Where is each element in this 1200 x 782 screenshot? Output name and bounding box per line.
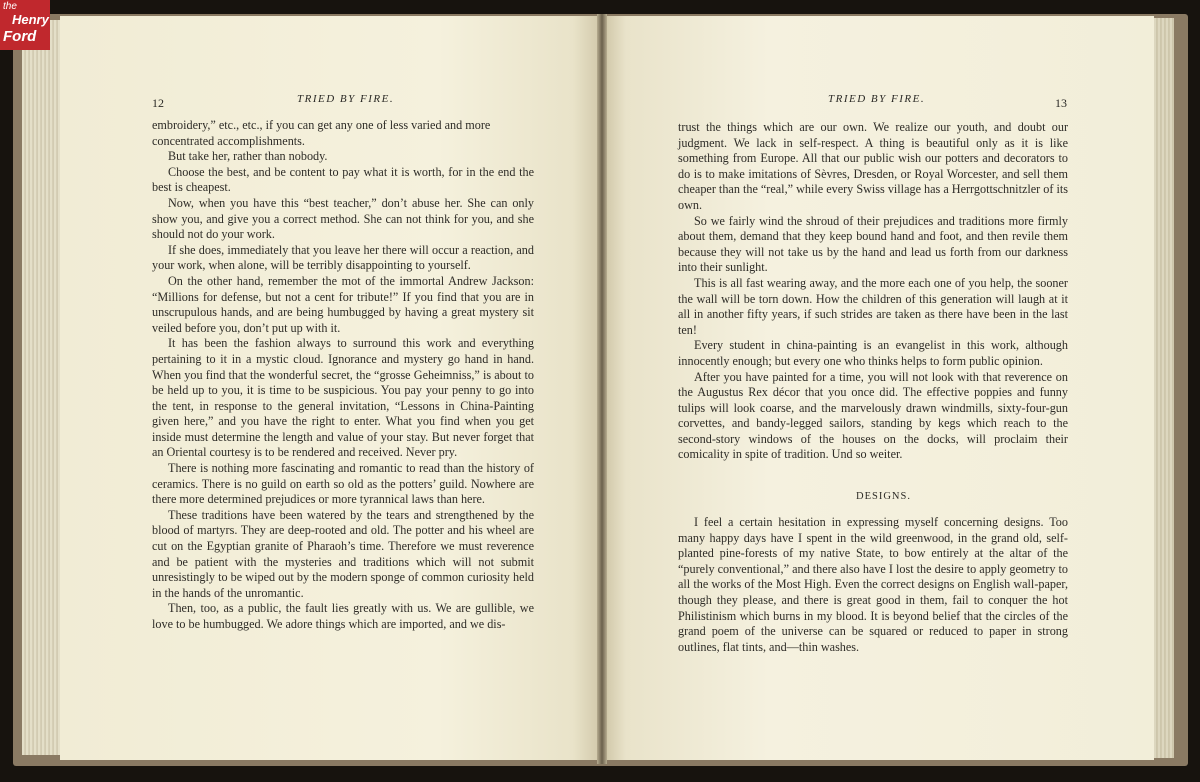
henry-ford-logo	[0, 0, 50, 50]
paragraph: So we fairly wind the shroud of their prejudices and traditions more firmly about them, demand that they keep bound hand and foot, and then revile them because they will not take us by the hand and lead us forth from our darkness into their sunlight.	[678, 213, 1068, 275]
book-gutter	[597, 14, 607, 764]
right-page	[604, 16, 1154, 760]
paragraph: I feel a certain hesitation in expressing myself concerning designs. Too many happy days have I spent in the wild greenwood, in the grand old, self-planted pine-forests of my native State, to bow entirely at the altar of the “purely conventional,” and there also have I lost the desire to apply geometry to all the works of the Most High. Even the correct designs on English wall-paper, though they please, and there is great good in them, fail to conquer the hot Philistinism which burns in my blood. It is beyond belief that the circles of the grand poem of the universe can be squared or reduced to paper in strong outlines, flat tints, and—thin washes.	[678, 515, 1068, 654]
left-page	[60, 16, 600, 760]
paragraph: On the other hand, remember the mot of the immortal Andrew Jackson: “Millions for defense, but not a cent for tribute!” If you find that you are in unscrupulous hands, and are being humbugged by having a great mystery sit veiled before you, don’t put up with it.	[152, 273, 534, 335]
designs-body-text	[678, 515, 1068, 655]
paragraph: Now, when you have this “best teacher,” don’t abuse her. She can only show you, and give you a correct method. She can not think for you, and she should not do your work.	[152, 195, 534, 242]
left-body-text	[152, 118, 534, 633]
page-number-right: 13	[1055, 96, 1067, 110]
paragraph: Then, too, as a public, the fault lies greatly with us. We are gullible, we love to be humbugged. We adore things which are imported, and we dis-	[152, 601, 534, 631]
paragraph: Choose the best, and be content to pay what it is worth, for in the end the best is cheapest.	[152, 164, 534, 195]
running-head-right: TRIED BY FIRE.	[828, 93, 926, 105]
paragraph: But take her, rather than nobody.	[168, 149, 328, 164]
paragraph: Every student in china-painting is an evangelist in this work, although innocently enough; but every one who thinks helps to form public opinion.	[678, 338, 1068, 368]
paragraph: These traditions have been watered by the tears and strengthened by the blood of martyrs. They are deep-rooted and old. The potter and his wheel are cut on the Egyptian granite of Pharaoh’s time. Therefore we must reverence and be patient with the mysteries and traditions which will not submit unresistingly to be wiped out by the modern sponge of common curiosity held in the hands of the unromantic.	[152, 507, 534, 600]
page-edges-left	[22, 20, 62, 755]
paragraph: If she does, immediately that you leave her there will occur a reaction, and your work, when alone, will be terribly disappointing to yourself.	[152, 242, 534, 273]
paragraph: embroidery,” etc., etc., if you can get any one of less varied and more concentrated accomplishments.	[152, 118, 491, 148]
section-heading-designs: DESIGNS.	[856, 491, 911, 502]
logo-the-text: the	[3, 1, 17, 12]
running-head-left: TRIED BY FIRE.	[297, 93, 395, 105]
logo-henry-text: Henry	[12, 12, 49, 27]
paragraph: There is nothing more fascinating and romantic to read than the history of ceramics. There is no guild on earth so old as the potters’ guild. Nowhere are there more determined prejudices or more tyrannical laws than here.	[152, 461, 534, 507]
right-body-text	[678, 120, 1068, 463]
paragraph: trust the things which are our own. We realize our youth, and doubt our judgment. We lack in self-respect. A thing is beautiful only as it is like something from Europe. All that our public wish our potters and decorators to do is to make imitations of Sèvres, Dresden, or Royal Worcester, and sell them cheaper than the “real,” while every Swiss village has a Herrgottschnitzler of its own.	[678, 120, 1068, 212]
page-number-left: 12	[152, 96, 164, 110]
paragraph: After you have painted for a time, you will not look with that reverence on the Augustus Rex décor that you once did. The effective poppies and funny tulips will look coarse, and the marvelously drawn windmills, sixty-four-gun corvettes, and bandy-legged sailors, standing by kegs which reach to the second-story windows of the houses on the docks, will proclaim their comicality in spite of tradition. Und so weiter.	[678, 369, 1068, 462]
paragraph: It has been the fashion always to surround this work and everything pertaining to it in a mystic cloud. Ignorance and mystery go hand in hand. When you find that the wonderful secret, the “grosse Geheimniss,” is about to be held up to you, it is time to be suspicious. You pay your penny to go into the tent, in response to the general invitation, “Lessons in China-Painting given here,” and you have the right to enter. What you find when you get inside must determine the length and value of your stay. But never forget that an Oriental courtesy is to be rendered and received. Never pry.	[152, 336, 534, 460]
paragraph: This is all fast wearing away, and the more each one of you help, the sooner the wall will be torn down. How the children of this generation will laugh at it all in another fifty years, if such strides are taken as there have been in the last ten!	[678, 275, 1068, 337]
logo-ford-text: Ford	[3, 28, 37, 45]
